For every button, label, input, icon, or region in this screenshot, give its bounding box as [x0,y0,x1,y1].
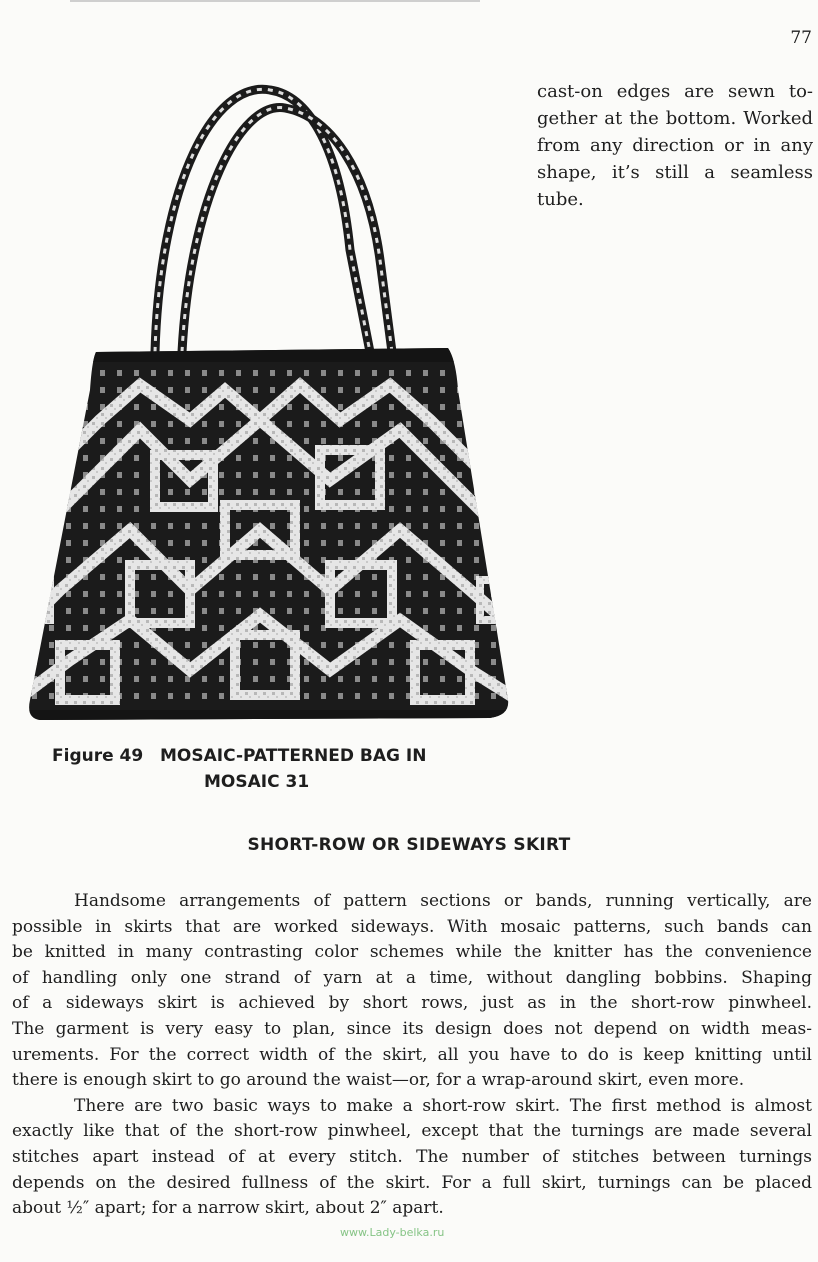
paragraph-line: of a sideways skirt is achieved by short rows, just as in the short-row pinwheel. [12,993,812,1014]
text-line: from any direction or in any [537,135,813,156]
figure-title-line-2: MOSAIC 31 [204,772,310,792]
text-line: cast-on edges are sewn to- [537,81,813,102]
text-line: shape, it’s still a seamless [537,162,813,183]
paragraph-line: of handling only one strand of yarn at a time, without dangling bobbins. Shaping [12,967,812,988]
top-rule [70,0,480,2]
paragraph-line: stitches apart instead of at every stitch. The number of stitches between turnings [12,1146,812,1167]
mosaic-bag-illustration [10,60,530,740]
page-number: 77 [790,28,812,48]
top-right-text [537,78,813,213]
figure-title-line-1: MOSAIC-PATTERNED BAG IN [160,746,427,766]
figure-number: Figure 49 [52,746,144,766]
text-line: tube. [537,189,584,210]
paragraph-line: There are two basic ways to make a short-row skirt. The first method is almost [74,1095,812,1116]
paragraph-line: depends on the desired fullness of the skirt. For a full skirt, turnings can be placed [12,1172,812,1193]
bag-body [10,340,530,740]
paragraph-line: possible in skirts that are worked sideways. With mosaic patterns, such bands can [12,916,812,937]
figure-caption [52,743,512,795]
paragraph-line: The garment is very easy to plan, since its design does not depend on width meas- [12,1018,812,1039]
body-text [12,889,812,1222]
paragraph-line: about ½″ apart; for a narrow skirt, about 2″ apart. [12,1198,444,1219]
text-line: gether at the bottom. Worked [537,108,813,129]
bag-handles [155,89,392,352]
paragraph-line: exactly like that of the short-row pinwheel, except that the turnings are made several [12,1121,812,1142]
paragraph-line: Handsome arrangements of pattern sections or bands, running vertically, are [74,891,812,911]
paragraph-line: urements. For the correct width of the skirt, all you have to do is keep knitting until [12,1044,812,1065]
paragraph-line: there is enough skirt to go around the waist—or, for a wrap-around skirt, even more. [12,1070,745,1091]
paragraph-line: be knitted in many contrasting color schemes while the knitter has the convenience [12,942,812,963]
watermark: www.Lady-belka.ru [340,1226,445,1239]
section-heading: SHORT-ROW OR SIDEWAYS SKIRT [247,835,571,855]
